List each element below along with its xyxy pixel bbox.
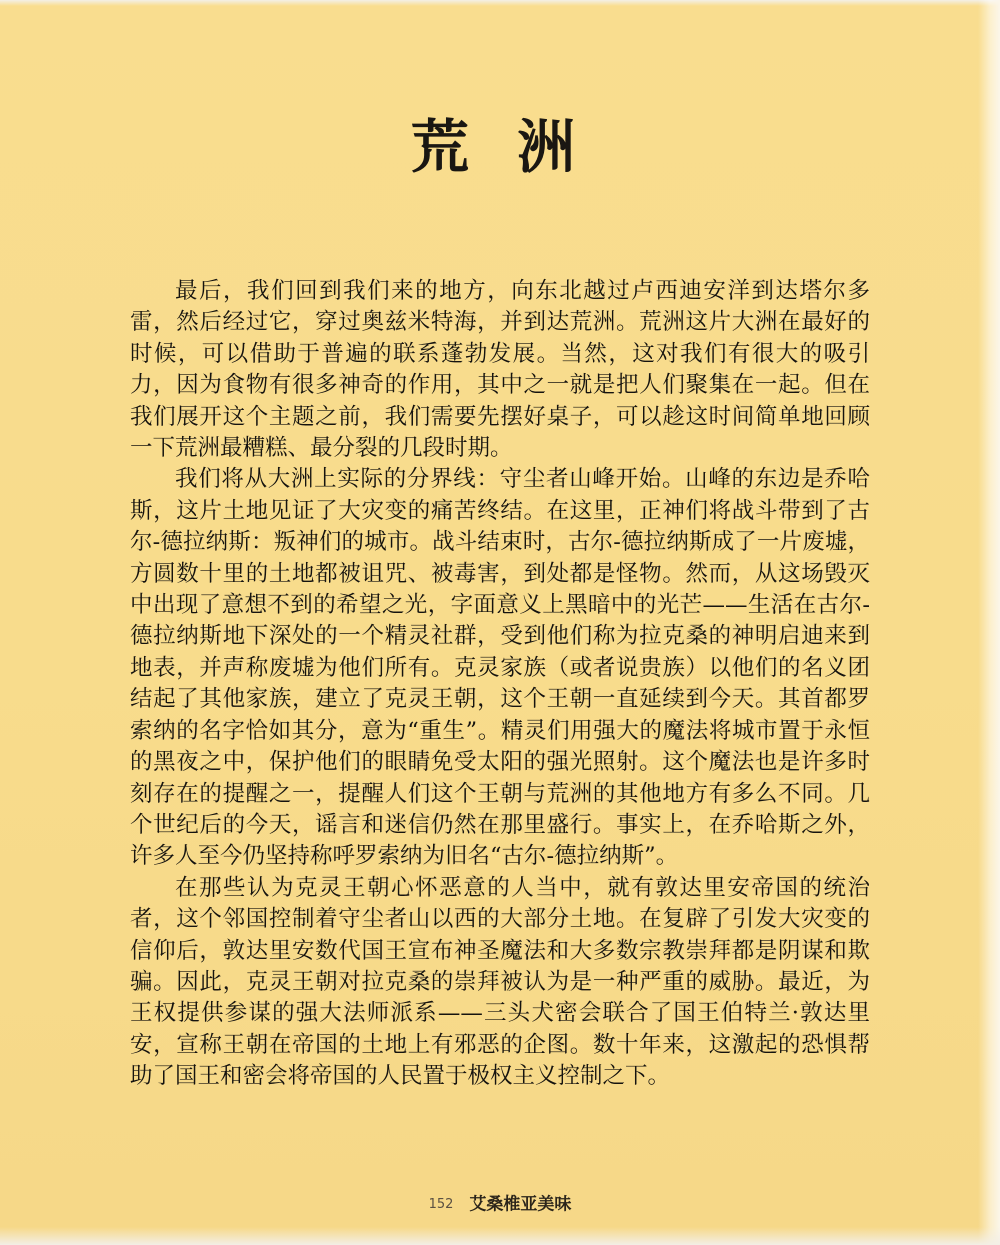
page-edge-top (0, 0, 1000, 6)
paragraph-2: 我们将从大洲上实际的分界线：守尘者山峰开始。山峰的东边是乔哈斯，这片土地见证了大灾变的痛苦终结。在这里，正神们将战斗带到了古尔-德拉纳斯：叛神们的城市。战斗结束时，古尔-德拉纳斯成了一片废墟，方圆数十里的土地都被诅咒、被毒害，到处都是怪物。然而，从这场毁灭中出现了意想不到的希望之光，字面意义上黑暗中的光芒——生活在古尔-德拉纳斯地下深处的一个精灵社群，受到他们称为拉克桑的神明启迪来到地表，并声称废墟为他们所有。克灵家族（或者说贵族）以他们的名义团结起了其他家族，建立了克灵王朝，这个王朝一直延续到今天。其首都罗索纳的名字恰如其分，意为“重生”。精灵们用强大的魔法将城市置于永恒的黑夜之中，保护他们的眼睛免受太阳的强光照射。这个魔法也是许多时刻存在的提醒之一，提醒人们这个王朝与荒洲的其他地方有多么不同。几个世纪后的今天，谣言和迷信仍然在那里盛行。事实上，在乔哈斯之外，许多人至今仍坚持称呼罗索纳为旧名“古尔-德拉纳斯”。 (130, 466, 870, 870)
page-footer (0, 1190, 1000, 1219)
paragraph-1: 最后，我们回到我们来的地方，向东北越过卢西迪安洋到达塔尔多雷，然后经过它，穿过奥兹米特海，并到达荒洲。荒洲这片大洲在最好的时候，可以借助于普遍的联系蓬勃发展。当然，这对我们有很大的吸引力，因为食物有很多神奇的作用，其中之一就是把人们聚集在一起。但在我们展开这个主题之前，我们需要先摆好桌子，可以趁这时间简单地回顾一下荒洲最糟糕、最分裂的几段时期。 (130, 278, 870, 462)
page-edge-right (978, 0, 1000, 1245)
paragraph-3: 在那些认为克灵王朝心怀恶意的人当中，就有敦达里安帝国的统治者，这个邻国控制着守尘者山以西的大部分土地。在复辟了引发大灾变的信仰后，敦达里安数代国王宣布神圣魔法和大多数宗教崇拜都是阴谋和欺骗。因此，克灵王朝对拉克桑的崇拜被认为是一种严重的威胁。最近，为王权提供参谋的强大法师派系——三头犬密会联合了国王伯特兰·敦达里安，宣称王朝在帝国的土地上有邪恶的企图。数十年来，这激起的恐惧帮助了国王和密会将帝国的人民置于极权主义控制之下。 (130, 874, 870, 1090)
chapter-title: 荒 洲 (410, 113, 590, 181)
page-number: 152 (428, 1196, 454, 1212)
body-text (130, 276, 870, 1093)
page-edge-bottom (0, 1227, 1000, 1245)
book-title: 艾桑椎亚美味 (469, 1194, 572, 1215)
